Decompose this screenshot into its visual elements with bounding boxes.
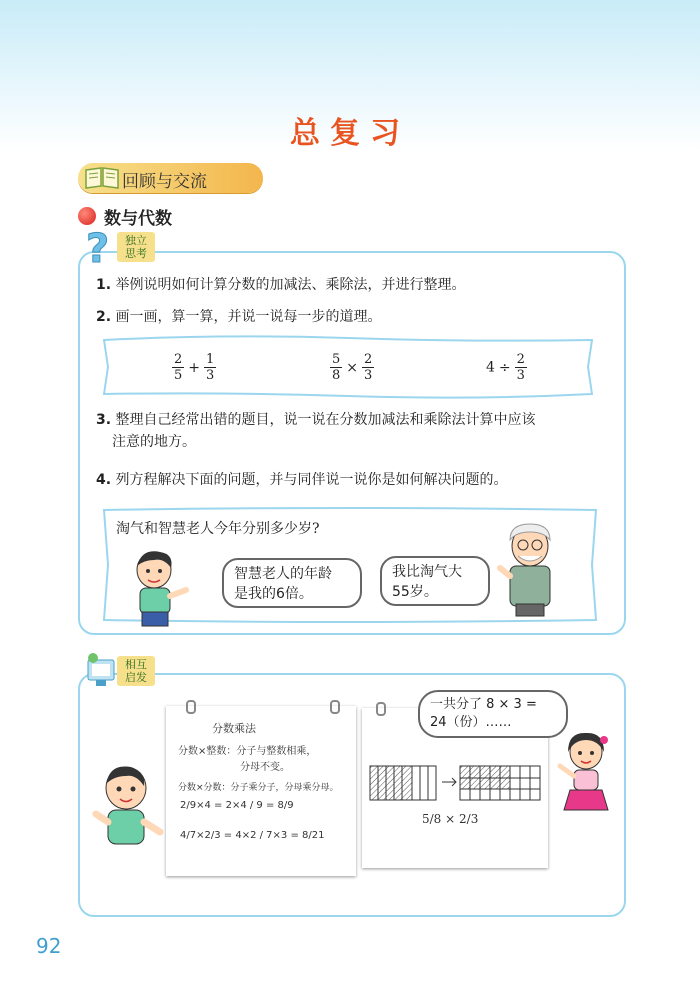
bubble-line: 一共分了 8 × 3 = [430,697,537,712]
question-number: 1. [96,277,112,293]
boy-speech-bubble [222,558,362,608]
expression-divide [486,352,527,383]
expr-op: × [445,812,456,826]
numerator: 2 [516,352,525,367]
fraction [330,352,342,383]
expression-multiply [330,352,374,383]
page-title: 总复习 [290,116,410,151]
fraction [515,352,527,383]
boy-character-2 [88,762,164,858]
independent-thinking-tag [117,232,155,262]
denominator: 3 [516,368,525,383]
bubble-line: 55岁。 [392,584,438,600]
whole-number: 4 [486,359,495,376]
operator: × [346,359,359,376]
denominator: 3 [206,368,215,383]
fraction [204,352,216,383]
question-2 [96,306,382,328]
svg-text:?: ? [86,226,110,268]
numerator: 2 [364,352,373,367]
mutual-inspiration-tag [117,656,155,686]
numerator: 5 [332,352,341,367]
question-text: 整理自己经常出错的题目，说一说在分数加减法和乘除法计算中应该 [115,412,536,428]
fraction-multiplication-note [166,706,356,876]
computer-icon [84,652,118,692]
tag-line: 相互 [125,658,147,671]
page-number: 92 [36,934,62,958]
operator: ÷ [498,359,511,376]
denominator: 5 [174,368,183,383]
section-banner [78,163,263,193]
question-3 [96,409,616,453]
operator: + [188,359,201,376]
expr-a: 5/8 [422,812,442,826]
wise-elder-character [496,520,566,620]
denominator: 8 [332,368,341,383]
paper-clip-icon [376,702,386,716]
bubble-line: 智慧老人的年龄 [234,566,332,582]
area-model-expression [422,812,478,826]
paper-clip-icon [186,700,196,714]
question-4 [96,469,508,491]
tag-line: 启发 [125,671,147,684]
note-rule-2: 分数×分数：分子乘分子，分母乘分母。 [178,783,339,793]
question-mark-icon [82,224,118,268]
area-model-diagram [368,764,544,804]
note-example-2: 4/7×2/3 = 4×2 / 7×3 = 8/21 [180,830,325,841]
problem-text: 淘气和智慧老人今年分别多少岁? [116,521,320,537]
note-title: 分数乘法 [212,722,256,735]
question-text: 画一画，算一算，并说一说每一步的道理。 [115,309,382,325]
boy-character [124,548,194,628]
fraction [172,352,184,383]
question-text: 举例说明如何计算分数的加减法、乘除法，并进行整理。 [115,277,466,293]
example-result: 8/21 [302,830,325,841]
note-rule-1: 分数×整数：分子与整数相乘， [178,746,317,757]
denominator: 3 [364,368,373,383]
numerator: 1 [206,352,215,367]
fraction [362,352,374,383]
example-lhs: 4/7×2/3 [180,830,221,841]
expr-b: 2/3 [459,812,479,826]
paper-clip-icon [330,700,340,714]
question-number: 2. [96,309,112,325]
numerator: 2 [174,352,183,367]
question-1 [96,274,466,296]
girl-speech-bubble [418,690,568,738]
bubble-line: 是我的6倍。 [234,586,313,602]
question-text-cont: 注意的地方。 [112,434,196,450]
note-rule-1-cont: 分母不变。 [240,762,290,773]
tag-line: 独立 [125,234,147,247]
tag-line: 思考 [125,247,147,260]
example-mid: 2×4 / 9 [225,800,263,811]
section-banner-label: 回顾与交流 [122,172,207,192]
example-lhs: 2/9×4 [180,800,211,811]
question-number: 4. [96,472,112,488]
girl-character [552,730,620,820]
subsection-title: 数与代数 [104,209,172,229]
expression-add [172,352,216,383]
example-mid: 4×2 / 7×3 [235,830,288,841]
red-bullet-icon [78,207,96,225]
elder-speech-bubble [380,556,490,606]
question-number: 3. [96,412,112,428]
example-result: 8/9 [277,800,294,811]
question-text: 列方程解决下面的问题，并与同伴说一说你是如何解决问题的。 [115,472,508,488]
bubble-line: 我比淘气大 [392,564,462,580]
bubble-line: 24（份）…… [430,715,512,730]
book-icon [84,166,120,190]
note-example-1: 2/9×4 = 2×4 / 9 = 8/9 [180,800,294,811]
